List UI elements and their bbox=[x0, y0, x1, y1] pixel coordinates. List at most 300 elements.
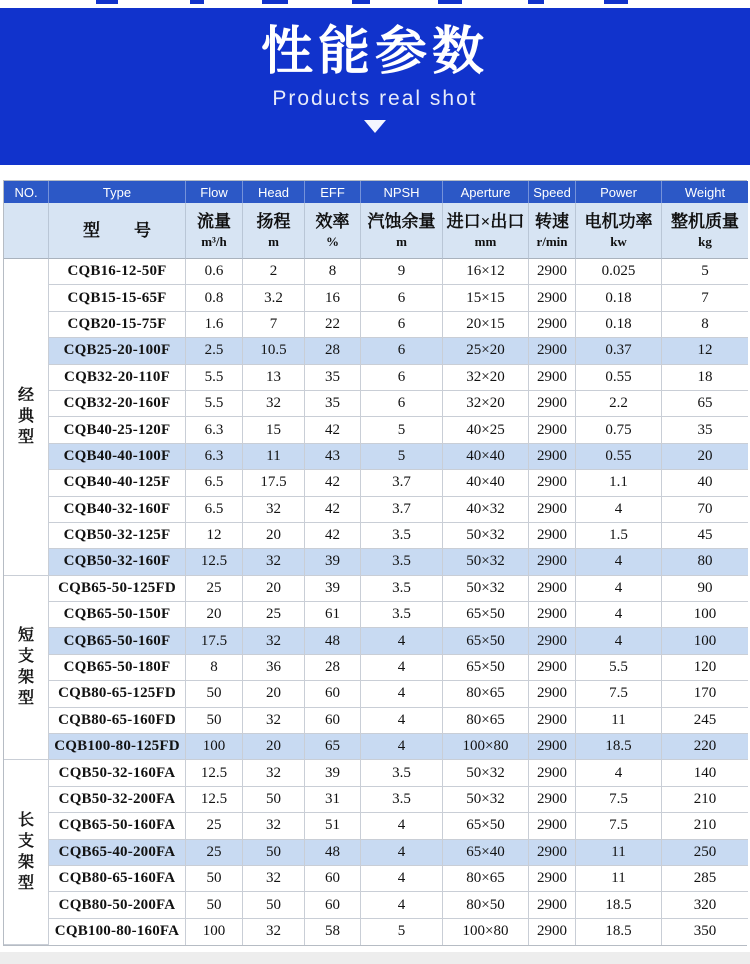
eff-cell: 60 bbox=[305, 866, 361, 892]
weight-cell: 210 bbox=[662, 787, 748, 813]
aperture-cell: 65×40 bbox=[443, 840, 529, 866]
subheader-unit: kg bbox=[698, 233, 712, 249]
table-row bbox=[4, 734, 748, 760]
subheader-label: 转速 bbox=[535, 211, 569, 231]
eff-cell: 60 bbox=[305, 681, 361, 707]
eff-cell: 42 bbox=[305, 417, 361, 443]
npsh-cell: 4 bbox=[361, 681, 443, 707]
type-cell: CQB80-65-160FD bbox=[49, 708, 186, 734]
npsh-cell: 4 bbox=[361, 813, 443, 839]
head-cell: 32 bbox=[243, 866, 305, 892]
aperture-cell: 40×40 bbox=[443, 470, 529, 496]
col-header-npsh: NPSH bbox=[361, 181, 443, 203]
table-row bbox=[4, 312, 748, 338]
table-row bbox=[4, 866, 748, 892]
npsh-cell: 9 bbox=[361, 259, 443, 285]
speed-cell: 2900 bbox=[529, 523, 576, 549]
speed-cell: 2900 bbox=[529, 760, 576, 786]
cutoff-text-fragment bbox=[190, 0, 204, 4]
npsh-cell: 6 bbox=[361, 338, 443, 364]
type-cell: CQB65-50-125FD bbox=[49, 576, 186, 602]
flow-cell: 25 bbox=[186, 813, 243, 839]
subheader-type bbox=[49, 203, 186, 259]
power-cell: 7.5 bbox=[576, 681, 662, 707]
flow-cell: 25 bbox=[186, 576, 243, 602]
cutoff-text-fragment bbox=[96, 0, 118, 4]
section-label-text: 长 支 架 型 bbox=[17, 811, 34, 892]
power-cell: 0.75 bbox=[576, 417, 662, 443]
col-header-flow: Flow bbox=[186, 181, 243, 203]
npsh-cell: 3.5 bbox=[361, 549, 443, 575]
table-row bbox=[4, 840, 748, 866]
flow-cell: 100 bbox=[186, 734, 243, 760]
eff-cell: 42 bbox=[305, 470, 361, 496]
subheader-unit: m³/h bbox=[201, 233, 227, 249]
table-row bbox=[4, 285, 748, 311]
npsh-cell: 6 bbox=[361, 365, 443, 391]
table-row bbox=[4, 576, 748, 602]
speed-cell: 2900 bbox=[529, 549, 576, 575]
col-header-type: Type bbox=[49, 181, 186, 203]
type-cell: CQB100-80-125FD bbox=[49, 734, 186, 760]
npsh-cell: 3.5 bbox=[361, 523, 443, 549]
cutoff-text-fragment bbox=[352, 0, 370, 4]
performance-spec-table bbox=[4, 181, 748, 945]
speed-cell: 2900 bbox=[529, 840, 576, 866]
npsh-cell: 3.7 bbox=[361, 497, 443, 523]
power-cell: 4 bbox=[576, 628, 662, 654]
eff-cell: 42 bbox=[305, 497, 361, 523]
weight-cell: 100 bbox=[662, 628, 748, 654]
table-row bbox=[4, 760, 748, 786]
power-cell: 18.5 bbox=[576, 919, 662, 945]
power-cell: 0.18 bbox=[576, 285, 662, 311]
npsh-cell: 3.5 bbox=[361, 787, 443, 813]
flow-cell: 0.8 bbox=[186, 285, 243, 311]
power-cell: 4 bbox=[576, 576, 662, 602]
subheader-unit: m bbox=[396, 233, 407, 249]
head-cell: 32 bbox=[243, 813, 305, 839]
type-cell: CQB40-40-100F bbox=[49, 444, 186, 470]
flow-cell: 50 bbox=[186, 866, 243, 892]
subheader-head bbox=[243, 203, 305, 259]
type-cell: CQB50-32-200FA bbox=[49, 787, 186, 813]
aperture-cell: 80×65 bbox=[443, 708, 529, 734]
eff-cell: 42 bbox=[305, 523, 361, 549]
power-cell: 18.5 bbox=[576, 734, 662, 760]
col-header-aperture: Aperture bbox=[443, 181, 529, 203]
aperture-cell: 65×50 bbox=[443, 628, 529, 654]
npsh-cell: 4 bbox=[361, 734, 443, 760]
speed-cell: 2900 bbox=[529, 312, 576, 338]
weight-cell: 170 bbox=[662, 681, 748, 707]
bottom-strip bbox=[0, 952, 750, 964]
eff-cell: 28 bbox=[305, 655, 361, 681]
aperture-cell: 80×50 bbox=[443, 892, 529, 918]
head-cell: 13 bbox=[243, 365, 305, 391]
eff-cell: 16 bbox=[305, 285, 361, 311]
speed-cell: 2900 bbox=[529, 681, 576, 707]
aperture-cell: 50×32 bbox=[443, 760, 529, 786]
flow-cell: 50 bbox=[186, 708, 243, 734]
table-row bbox=[4, 681, 748, 707]
type-cell: CQB32-20-160F bbox=[49, 391, 186, 417]
head-cell: 25 bbox=[243, 602, 305, 628]
type-cell: CQB80-65-160FA bbox=[49, 866, 186, 892]
col-header-head: Head bbox=[243, 181, 305, 203]
power-cell: 4 bbox=[576, 549, 662, 575]
table-row bbox=[4, 549, 748, 575]
aperture-cell: 50×32 bbox=[443, 549, 529, 575]
head-cell: 36 bbox=[243, 655, 305, 681]
power-cell: 0.025 bbox=[576, 259, 662, 285]
type-cell: CQB16-12-50F bbox=[49, 259, 186, 285]
type-cell: CQB65-40-200FA bbox=[49, 840, 186, 866]
flow-cell: 50 bbox=[186, 681, 243, 707]
aperture-cell: 65×50 bbox=[443, 655, 529, 681]
flow-cell: 12.5 bbox=[186, 760, 243, 786]
eff-cell: 31 bbox=[305, 787, 361, 813]
table-row bbox=[4, 497, 748, 523]
head-cell: 7 bbox=[243, 312, 305, 338]
weight-cell: 250 bbox=[662, 840, 748, 866]
head-cell: 50 bbox=[243, 840, 305, 866]
table-row bbox=[4, 470, 748, 496]
weight-cell: 12 bbox=[662, 338, 748, 364]
aperture-cell: 32×20 bbox=[443, 391, 529, 417]
aperture-cell: 100×80 bbox=[443, 734, 529, 760]
type-cell: CQB50-32-125F bbox=[49, 523, 186, 549]
table-row bbox=[4, 259, 748, 285]
flow-cell: 25 bbox=[186, 840, 243, 866]
flow-cell: 12.5 bbox=[186, 549, 243, 575]
cutoff-text-fragment bbox=[604, 0, 628, 4]
speed-cell: 2900 bbox=[529, 866, 576, 892]
head-cell: 32 bbox=[243, 919, 305, 945]
speed-cell: 2900 bbox=[529, 708, 576, 734]
eff-cell: 65 bbox=[305, 734, 361, 760]
power-cell: 1.1 bbox=[576, 470, 662, 496]
head-cell: 11 bbox=[243, 444, 305, 470]
speed-cell: 2900 bbox=[529, 892, 576, 918]
flow-cell: 100 bbox=[186, 919, 243, 945]
aperture-cell: 25×20 bbox=[443, 338, 529, 364]
head-cell: 32 bbox=[243, 628, 305, 654]
type-cell: CQB65-50-150F bbox=[49, 602, 186, 628]
npsh-cell: 4 bbox=[361, 708, 443, 734]
type-cell: CQB50-32-160FA bbox=[49, 760, 186, 786]
weight-cell: 285 bbox=[662, 866, 748, 892]
aperture-cell: 40×40 bbox=[443, 444, 529, 470]
banner-subtitle: Products real shot bbox=[272, 87, 478, 110]
speed-cell: 2900 bbox=[529, 787, 576, 813]
eff-cell: 48 bbox=[305, 840, 361, 866]
flow-cell: 6.3 bbox=[186, 417, 243, 443]
power-cell: 18.5 bbox=[576, 892, 662, 918]
subheader-unit: r/min bbox=[536, 233, 568, 249]
speed-cell: 2900 bbox=[529, 444, 576, 470]
speed-cell: 2900 bbox=[529, 365, 576, 391]
speed-cell: 2900 bbox=[529, 470, 576, 496]
flow-cell: 2.5 bbox=[186, 338, 243, 364]
subheader-label: 流量 bbox=[197, 211, 231, 231]
aperture-cell: 16×12 bbox=[443, 259, 529, 285]
speed-cell: 2900 bbox=[529, 576, 576, 602]
eff-cell: 48 bbox=[305, 628, 361, 654]
type-cell: CQB40-40-125F bbox=[49, 470, 186, 496]
eff-cell: 39 bbox=[305, 576, 361, 602]
flow-cell: 12 bbox=[186, 523, 243, 549]
npsh-cell: 4 bbox=[361, 866, 443, 892]
head-cell: 2 bbox=[243, 259, 305, 285]
weight-cell: 90 bbox=[662, 576, 748, 602]
flow-cell: 17.5 bbox=[186, 628, 243, 654]
power-cell: 4 bbox=[576, 602, 662, 628]
eff-cell: 39 bbox=[305, 760, 361, 786]
table-row bbox=[4, 444, 748, 470]
subheader-speed bbox=[529, 203, 576, 259]
section-label bbox=[4, 576, 49, 761]
flow-cell: 0.6 bbox=[186, 259, 243, 285]
flow-cell: 20 bbox=[186, 602, 243, 628]
aperture-cell: 40×32 bbox=[443, 497, 529, 523]
table-row bbox=[4, 655, 748, 681]
speed-cell: 2900 bbox=[529, 813, 576, 839]
spec-table-body bbox=[4, 259, 748, 945]
flow-cell: 6.5 bbox=[186, 497, 243, 523]
subheader-unit: m bbox=[268, 233, 279, 249]
speed-cell: 2900 bbox=[529, 259, 576, 285]
subheader-flow bbox=[186, 203, 243, 259]
weight-cell: 40 bbox=[662, 470, 748, 496]
head-cell: 32 bbox=[243, 708, 305, 734]
col-header-no: NO. bbox=[4, 181, 49, 203]
subheader-npsh bbox=[361, 203, 443, 259]
flow-cell: 6.3 bbox=[186, 444, 243, 470]
flow-cell: 5.5 bbox=[186, 365, 243, 391]
head-cell: 32 bbox=[243, 549, 305, 575]
subheader-label: 电机功率 bbox=[584, 211, 653, 231]
weight-cell: 140 bbox=[662, 760, 748, 786]
npsh-cell: 4 bbox=[361, 628, 443, 654]
aperture-cell: 50×32 bbox=[443, 576, 529, 602]
weight-cell: 210 bbox=[662, 813, 748, 839]
subheader-label: 型 号 bbox=[83, 220, 151, 240]
eff-cell: 61 bbox=[305, 602, 361, 628]
weight-cell: 7 bbox=[662, 285, 748, 311]
table-row bbox=[4, 708, 748, 734]
npsh-cell: 3.7 bbox=[361, 470, 443, 496]
col-header-power: Power bbox=[576, 181, 662, 203]
eff-cell: 35 bbox=[305, 365, 361, 391]
power-cell: 5.5 bbox=[576, 655, 662, 681]
type-cell: CQB32-20-110F bbox=[49, 365, 186, 391]
aperture-cell: 50×32 bbox=[443, 523, 529, 549]
power-cell: 7.5 bbox=[576, 813, 662, 839]
subheader-label: 扬程 bbox=[256, 211, 291, 231]
eff-cell: 58 bbox=[305, 919, 361, 945]
power-cell: 0.55 bbox=[576, 365, 662, 391]
table-row bbox=[4, 523, 748, 549]
speed-cell: 2900 bbox=[529, 497, 576, 523]
weight-cell: 120 bbox=[662, 655, 748, 681]
head-cell: 17.5 bbox=[243, 470, 305, 496]
table-row bbox=[4, 391, 748, 417]
aperture-cell: 100×80 bbox=[443, 919, 529, 945]
subheader-unit: mm bbox=[474, 233, 497, 249]
table-row bbox=[4, 338, 748, 364]
weight-cell: 70 bbox=[662, 497, 748, 523]
subheader-label: 汽蚀余量 bbox=[367, 211, 436, 231]
power-cell: 11 bbox=[576, 840, 662, 866]
type-cell: CQB65-50-160FA bbox=[49, 813, 186, 839]
aperture-cell: 20×15 bbox=[443, 312, 529, 338]
subheader-weight bbox=[662, 203, 748, 259]
eff-cell: 51 bbox=[305, 813, 361, 839]
type-cell: CQB65-50-180F bbox=[49, 655, 186, 681]
eff-cell: 8 bbox=[305, 259, 361, 285]
weight-cell: 320 bbox=[662, 892, 748, 918]
table-row bbox=[4, 365, 748, 391]
flow-cell: 5.5 bbox=[186, 391, 243, 417]
col-header-speed: Speed bbox=[529, 181, 576, 203]
type-cell: CQB80-50-200FA bbox=[49, 892, 186, 918]
weight-cell: 5 bbox=[662, 259, 748, 285]
type-cell: CQB65-50-160F bbox=[49, 628, 186, 654]
aperture-cell: 80×65 bbox=[443, 866, 529, 892]
npsh-cell: 4 bbox=[361, 892, 443, 918]
speed-cell: 2900 bbox=[529, 391, 576, 417]
header-row-en bbox=[4, 181, 748, 203]
power-cell: 2.2 bbox=[576, 391, 662, 417]
aperture-cell: 50×32 bbox=[443, 787, 529, 813]
npsh-cell: 6 bbox=[361, 285, 443, 311]
weight-cell: 20 bbox=[662, 444, 748, 470]
power-cell: 4 bbox=[576, 497, 662, 523]
subheader-label: 进口×出口 bbox=[446, 211, 525, 231]
section-label bbox=[4, 259, 49, 576]
power-cell: 7.5 bbox=[576, 787, 662, 813]
power-cell: 0.18 bbox=[576, 312, 662, 338]
speed-cell: 2900 bbox=[529, 285, 576, 311]
npsh-cell: 5 bbox=[361, 417, 443, 443]
subheader-eff bbox=[305, 203, 361, 259]
type-cell: CQB40-32-160F bbox=[49, 497, 186, 523]
power-cell: 0.37 bbox=[576, 338, 662, 364]
subheader-unit: kw bbox=[610, 233, 627, 249]
speed-cell: 2900 bbox=[529, 628, 576, 654]
npsh-cell: 5 bbox=[361, 444, 443, 470]
head-cell: 15 bbox=[243, 417, 305, 443]
power-cell: 4 bbox=[576, 760, 662, 786]
section-banner bbox=[0, 8, 750, 165]
aperture-cell: 40×25 bbox=[443, 417, 529, 443]
type-cell: CQB100-80-160FA bbox=[49, 919, 186, 945]
subheader-no-cell bbox=[4, 203, 49, 259]
eff-cell: 39 bbox=[305, 549, 361, 575]
flow-cell: 1.6 bbox=[186, 312, 243, 338]
weight-cell: 80 bbox=[662, 549, 748, 575]
cutoff-text-fragment bbox=[528, 0, 544, 4]
eff-cell: 60 bbox=[305, 892, 361, 918]
head-cell: 32 bbox=[243, 391, 305, 417]
eff-cell: 22 bbox=[305, 312, 361, 338]
flow-cell: 50 bbox=[186, 892, 243, 918]
subheader-label: 效率 bbox=[315, 211, 350, 231]
table-row bbox=[4, 892, 748, 918]
head-cell: 3.2 bbox=[243, 285, 305, 311]
arrow-down-icon bbox=[364, 120, 386, 133]
npsh-cell: 4 bbox=[361, 655, 443, 681]
power-cell: 1.5 bbox=[576, 523, 662, 549]
speed-cell: 2900 bbox=[529, 602, 576, 628]
type-cell: CQB80-65-125FD bbox=[49, 681, 186, 707]
power-cell: 11 bbox=[576, 866, 662, 892]
subheader-aperture bbox=[443, 203, 529, 259]
eff-cell: 60 bbox=[305, 708, 361, 734]
speed-cell: 2900 bbox=[529, 655, 576, 681]
npsh-cell: 3.5 bbox=[361, 602, 443, 628]
speed-cell: 2900 bbox=[529, 417, 576, 443]
type-cell: CQB25-20-100F bbox=[49, 338, 186, 364]
weight-cell: 45 bbox=[662, 523, 748, 549]
head-cell: 20 bbox=[243, 576, 305, 602]
table-row bbox=[4, 787, 748, 813]
aperture-cell: 15×15 bbox=[443, 285, 529, 311]
section-label-text: 经 典 型 bbox=[17, 386, 34, 446]
cutoff-text-fragment bbox=[262, 0, 288, 4]
table-row bbox=[4, 602, 748, 628]
aperture-cell: 65×50 bbox=[443, 813, 529, 839]
head-cell: 32 bbox=[243, 760, 305, 786]
type-cell: CQB15-15-65F bbox=[49, 285, 186, 311]
head-cell: 20 bbox=[243, 523, 305, 549]
section-label bbox=[4, 760, 49, 945]
speed-cell: 2900 bbox=[529, 919, 576, 945]
section-label-text: 短 支 架 型 bbox=[17, 627, 34, 708]
flow-cell: 8 bbox=[186, 655, 243, 681]
head-cell: 50 bbox=[243, 787, 305, 813]
head-cell: 10.5 bbox=[243, 338, 305, 364]
subheader-unit: % bbox=[326, 233, 339, 249]
eff-cell: 28 bbox=[305, 338, 361, 364]
table-row bbox=[4, 919, 748, 945]
head-cell: 50 bbox=[243, 892, 305, 918]
power-cell: 11 bbox=[576, 708, 662, 734]
weight-cell: 35 bbox=[662, 417, 748, 443]
weight-cell: 245 bbox=[662, 708, 748, 734]
col-header-weight: Weight bbox=[662, 181, 748, 203]
speed-cell: 2900 bbox=[529, 734, 576, 760]
eff-cell: 35 bbox=[305, 391, 361, 417]
head-cell: 20 bbox=[243, 681, 305, 707]
aperture-cell: 80×65 bbox=[443, 681, 529, 707]
spec-table-wrap bbox=[3, 180, 747, 946]
subheader-label: 整机质量 bbox=[671, 211, 739, 231]
subheader-power bbox=[576, 203, 662, 259]
npsh-cell: 4 bbox=[361, 840, 443, 866]
table-row bbox=[4, 417, 748, 443]
header-row-cn bbox=[4, 203, 748, 259]
type-cell: CQB20-15-75F bbox=[49, 312, 186, 338]
table-row bbox=[4, 628, 748, 654]
speed-cell: 2900 bbox=[529, 338, 576, 364]
aperture-cell: 32×20 bbox=[443, 365, 529, 391]
weight-cell: 350 bbox=[662, 919, 748, 945]
power-cell: 0.55 bbox=[576, 444, 662, 470]
npsh-cell: 6 bbox=[361, 312, 443, 338]
weight-cell: 18 bbox=[662, 365, 748, 391]
